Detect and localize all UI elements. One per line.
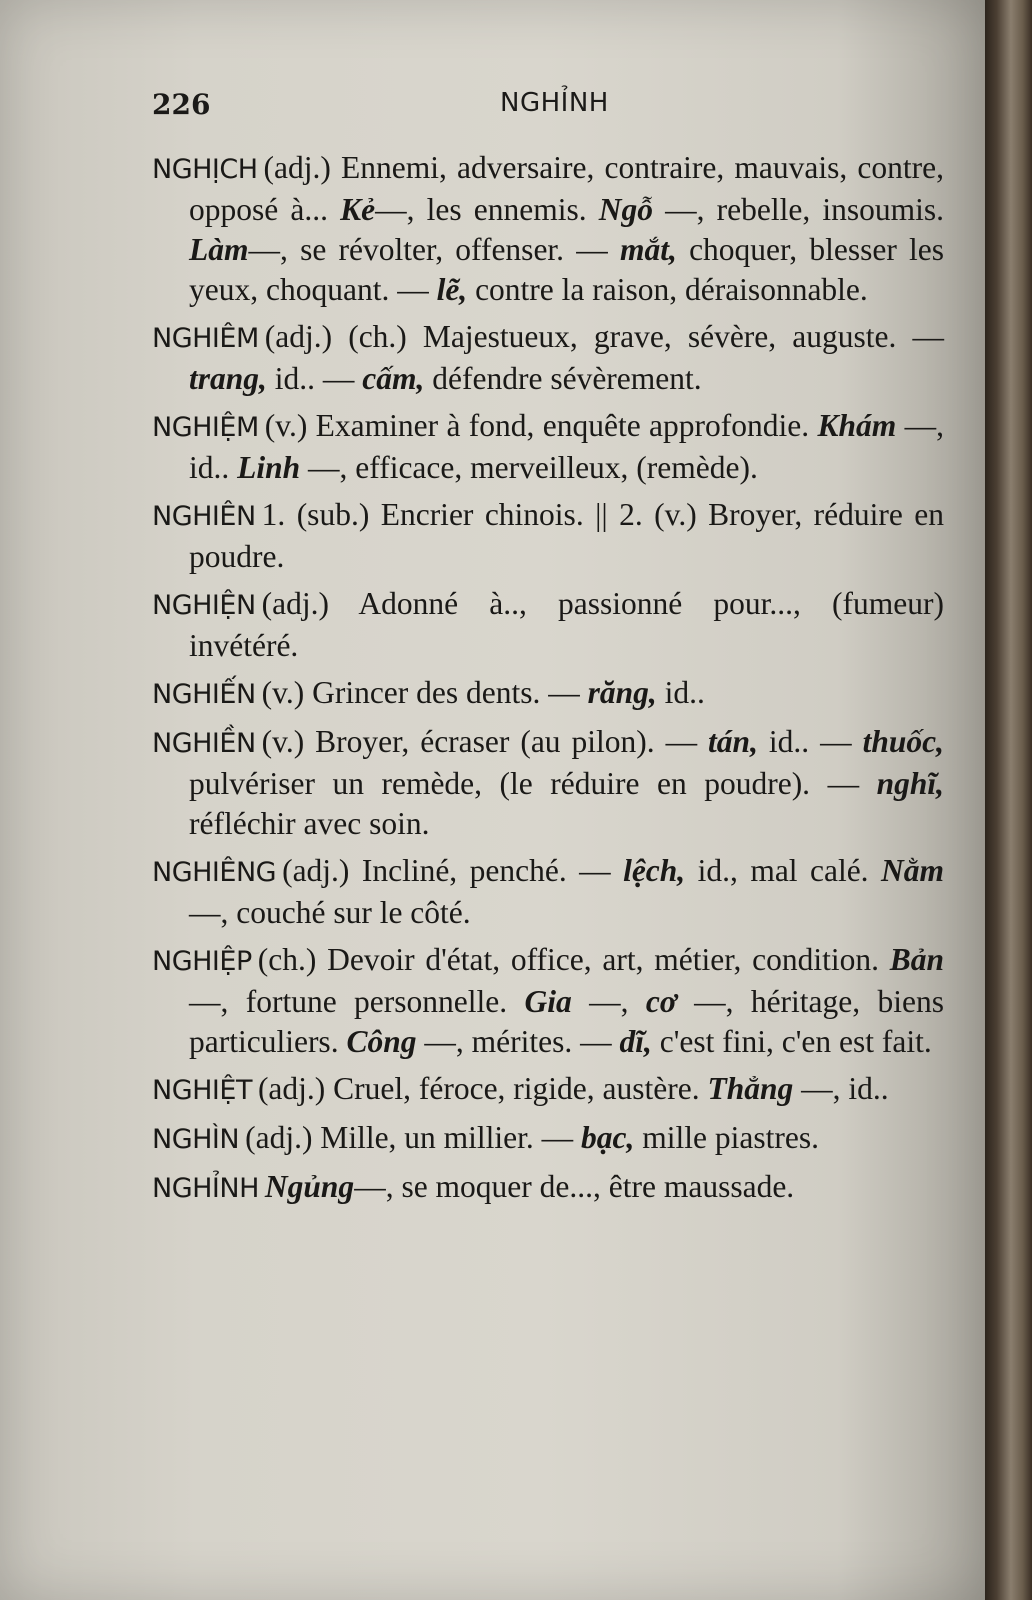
vietnamese-term: Ngỗ [598,192,653,227]
entry-headword: NGHIÊM [152,323,259,354]
vietnamese-term: răng, [587,675,657,710]
dictionary-entry [152,317,944,399]
dictionary-entry [152,940,944,1062]
dictionary-entry [152,406,944,488]
entry-definition: (v.) Examiner à fond, enquête approfondie. Khám —, id.. Linh —, efficace, merveilleux, (remède). [189,408,944,485]
page-number: 226 [152,88,211,121]
dictionary-entry [152,722,944,844]
entry-headword: NGHIẾN [152,679,256,710]
vietnamese-term: Bản [889,942,944,977]
entry-definition: Ngủng—, se moquer de..., être maussade. [264,1169,795,1204]
entry-headword: NGHIỆP [152,946,252,977]
vietnamese-term: mắt, [619,232,677,267]
entry-definition: (adj.) (ch.) Majestueux, grave, sévère, auguste. — trang, id.. — cấm, défendre sévèrement. [189,319,944,396]
vietnamese-term: lẽ, [436,272,468,307]
entry-definition: (adj.) Adonné à.., passionné pour..., (fumeur) invétéré. [189,586,944,663]
vietnamese-term: trang, [189,361,267,396]
vietnamese-term: cấm, [362,361,425,396]
entry-list [152,148,944,1216]
dictionary-entry [152,1118,944,1160]
dictionary-entry [152,584,944,666]
dictionary-entry [152,1069,944,1111]
vietnamese-term: nghĩ, [876,766,944,801]
dictionary-entry [152,851,944,933]
entry-headword: NGHÌN [152,1124,240,1155]
vietnamese-term: Làm [189,232,249,267]
vietnamese-term: thuốc, [862,724,944,759]
dictionary-entry [152,673,944,715]
vietnamese-term: bạc, [581,1120,635,1155]
vietnamese-term: cơ [645,984,677,1019]
entry-headword: NGHIỆT [152,1075,252,1106]
vietnamese-term: lệch, [623,853,686,888]
vietnamese-term: Ngủng [264,1169,355,1204]
vietnamese-term: tán, [708,724,758,759]
entry-headword: NGHỊCH [152,154,258,185]
entry-definition: (adj.) Mille, un millier. — bạc, mille piastres. [245,1120,819,1155]
entry-definition: (adj.) Cruel, féroce, rigide, austère. Thẳng —, id.. [257,1071,889,1106]
dictionary-entry [152,495,944,577]
vietnamese-term: Gia [524,984,572,1019]
vietnamese-term: dĩ, [619,1024,652,1059]
entry-definition: (adj.) Incliné, penché. — lệch, id., mal calé. Nằm —, couché sur le côté. [189,853,944,930]
vietnamese-term: Công [346,1024,417,1059]
entry-headword: NGHIÊN [152,501,256,532]
vietnamese-term: Thẳng [707,1071,794,1106]
vietnamese-term: Khám [817,408,897,443]
dictionary-entry [152,148,944,310]
running-title: NGHỈNH [500,88,609,118]
entry-definition: (ch.) Devoir d'état, office, art, métier, condition. Bản —, fortune personnelle. Gia —, cơ —, héritage, biens particuliers. Công —, mérites. — dĩ, c'est fini, c'en est fait. [189,942,944,1059]
entry-definition: (v.) Grincer des dents. — răng, id.. [261,675,705,710]
vietnamese-term: Nằm [881,853,944,888]
vietnamese-term: Linh [237,450,301,485]
entry-definition: 1. (sub.) Encrier chinois. || 2. (v.) Broyer, réduire en poudre. [189,497,944,574]
entry-headword: NGHIÊNG [152,857,277,888]
page-header [152,88,622,128]
entry-headword: NGHIỆM [152,412,259,443]
book-spine [985,0,1032,1600]
dictionary-entry [152,1167,944,1209]
entry-headword: NGHIỆN [152,590,256,621]
entry-definition: (v.) Broyer, écraser (au pilon). — tán, id.. — thuốc, pulvériser un remède, (le réduire en poudre). — nghĩ, réfléchir avec soin. [189,724,944,841]
vietnamese-term: Kẻ [340,192,376,227]
entry-headword: NGHIỀN [152,728,256,759]
entry-definition: (adj.) Ennemi, adversaire, contraire, mauvais, contre, opposé à... Kẻ—, les ennemis. Ngỗ —, rebelle, insoumis. Làm—, se révolter, offenser. — mắt, choquer, blesser les yeux, choquant. — lẽ, contre la raison, déraisonnable. [189,150,945,307]
entry-headword: NGHỈNH [152,1173,259,1204]
